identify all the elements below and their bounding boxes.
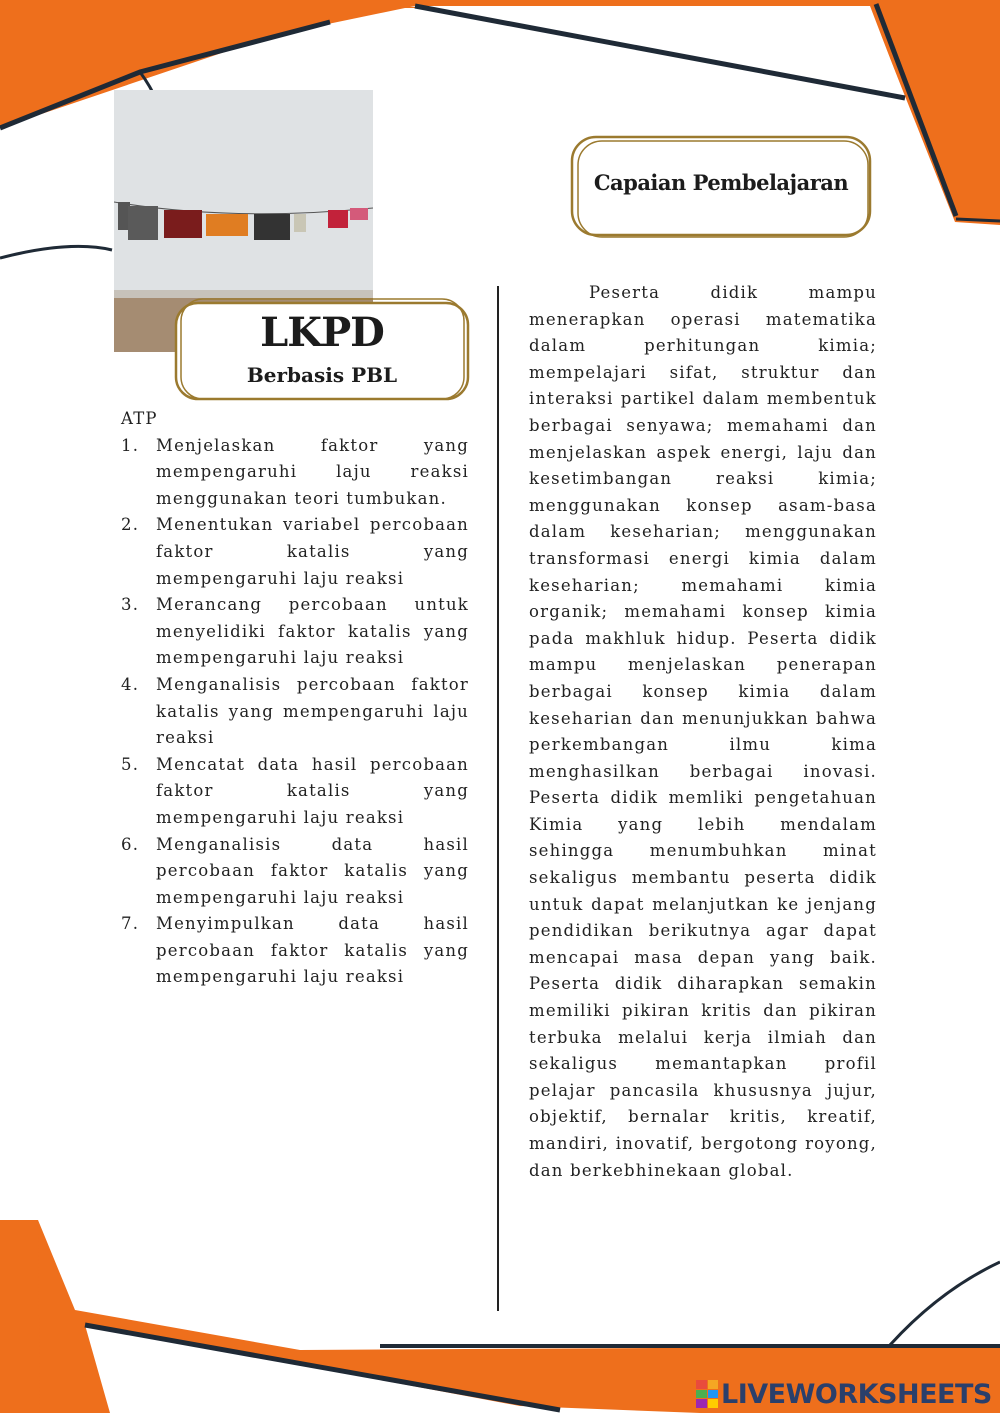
lkpd-title: LKPD [260, 309, 384, 356]
list-number: 2. [121, 515, 140, 535]
list-text: Mencatat data hasil percobaan faktor katalis yang mempengaruhi laju reaksi [156, 754, 469, 827]
list-item [121, 911, 469, 991]
list-text: Menyimpulkan data hasil percobaan faktor katalis yang mempengaruhi laju reaksi [156, 914, 469, 987]
list-text: Menganalisis data hasil percobaan faktor katalis yang mempengaruhi laju reaksi [156, 834, 469, 907]
list-item [121, 512, 469, 592]
list-number: 5. [121, 754, 140, 774]
liveworksheets-watermark [696, 1378, 992, 1410]
atp-list [121, 433, 469, 991]
list-text: Menjelaskan faktor yang mempengaruhi laju reaksi menggunakan teori tumbukan. [156, 435, 469, 508]
atp-section [121, 406, 469, 991]
top-right-edge-line [956, 219, 1000, 221]
lkpd-subtitle: Berbasis PBL [246, 363, 398, 387]
capaian-text: Peserta didik mampu menerapkan operasi matematika dalam perhitungan kimia; mempelajari sifat, struktur dan interaksi partikel dalam membentuk berbagai senyawa; memahami dan menjelaskan aspek energi, laju dan kesetimbangan reaksi kimia; menggunakan konsep asam-basa dalam keseharian; menggunakan transformasi energi kimia dalam keseharian; memahami kimia organik; memahami konsep kimia pada makhluk hidup. Peserta didik mampu menjelaskan penerapan berbagai konsep kimia dalam keseharian dan menunjukkan bahwa perkembangan ilmu kima menghasilkan berbagai inovasi. Peserta didik memliki pengetahuan Kimia yang lebih mendalam sehingga menumbuhkan minat sekaligus membantu peserta didik untuk dapat melanjutkan ke jenjang pendidikan berikutnya agar dapat mencapai masa depan yang baik. Peserta didik diharapkan semakin memiliki pikiran kritis dan pikiran terbuka melalui kerja ilmiah dan sekaligus memantapkan profil pelajar pancasila khususnya jujur, objektif, bernalar kritis, kreatif, mandiri, inovatif, bergotong royong, dan berkebhinekaan global. [529, 283, 877, 1180]
list-number: 1. [121, 435, 140, 455]
column-divider [497, 286, 499, 1311]
atp-heading: ATP [121, 409, 158, 428]
capaian-title-box [568, 133, 874, 241]
bottom-right-arc [890, 1262, 1000, 1345]
list-number: 3. [121, 595, 140, 615]
capaian-title: Capaian Pembelajaran [593, 170, 849, 195]
lkpd-title-box [172, 297, 472, 405]
list-item [121, 832, 469, 912]
list-text: Menganalisis percobaan faktor katalis yang mempengaruhi laju reaksi [156, 674, 469, 748]
watermark-text: LIVEWORKSHEETS [721, 1378, 992, 1410]
list-number: 4. [121, 674, 140, 694]
list-text: Menentukan variabel percobaan faktor katalis yang mempengaruhi laju reaksi [156, 515, 469, 588]
list-item [121, 672, 469, 752]
liveworksheets-logo-icon [696, 1380, 718, 1408]
list-item [121, 433, 469, 513]
list-number: 6. [121, 834, 140, 854]
list-item [121, 752, 469, 832]
list-item [121, 592, 469, 672]
list-number: 7. [121, 914, 140, 934]
list-text: Merancang percobaan untuk menyelidiki faktor katalis yang mempengaruhi laju reaksi [156, 595, 469, 668]
left-arc-2 [0, 246, 112, 258]
